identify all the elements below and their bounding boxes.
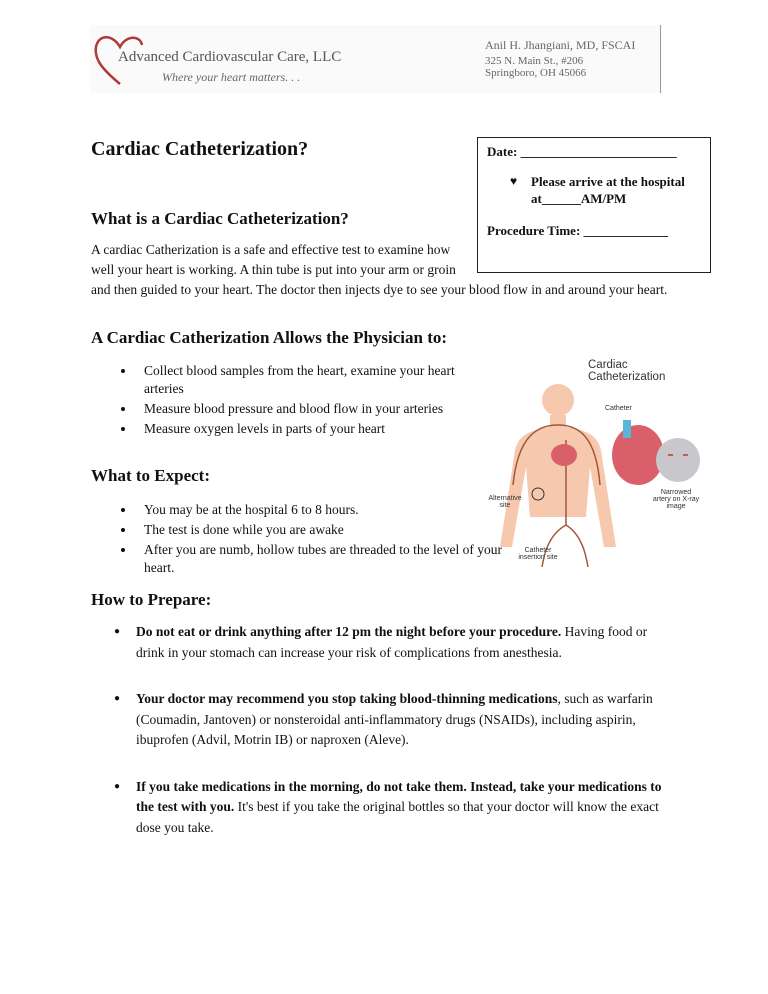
list-item: • You may be at the hospital 6 to 8 hours. xyxy=(136,501,506,519)
figure-label-alternative-site: Alternative site xyxy=(488,495,522,509)
date-field: Date: ________________________ xyxy=(487,144,677,159)
company-name: Advanced Cardiovascular Care, LLC xyxy=(118,49,342,65)
arrival-time-field: Please arrive at the hospital at______AM/PM xyxy=(531,174,685,206)
heart-bullet-icon: ♥ xyxy=(510,174,518,188)
what-is-text: A cardiac Catherization is a safe and effective test to examine how well your heart is working. A thin tube is put into your arm or groin and then guided to your heart. The doctor then injects dye to see your blood flow in and around your heart. xyxy=(91,242,668,297)
page-title: Cardiac Catheterization? xyxy=(91,138,309,160)
float-spacer xyxy=(456,240,691,275)
allows-list xyxy=(91,362,456,440)
figure-title: Cardiac Catheterization xyxy=(588,359,666,383)
figure-label-catheter: Catheter xyxy=(605,405,632,412)
prep-text: Having food or drink in your stomach can increase your risk of complications from anesthesia. xyxy=(136,624,648,660)
list-item xyxy=(91,689,671,751)
address-line-2: Springboro, OH 45066 xyxy=(485,67,587,79)
list-item xyxy=(91,777,671,839)
prep-bold: If you take medications in the morning, do not take them. Instead, take your medications to the test with you. xyxy=(136,778,662,814)
body-illustration xyxy=(478,355,700,567)
prepare-heading: How to Prepare: xyxy=(91,590,212,609)
allows-heading: A Cardiac Catherization Allows the Physician to: xyxy=(91,328,448,347)
expect-list xyxy=(91,501,506,579)
list-item: • Measure blood pressure and blood flow in your arteries xyxy=(136,400,456,418)
prep-bold: Do not eat or drink anything after 12 pm the night before your procedure. xyxy=(136,624,562,639)
letterhead xyxy=(90,25,662,93)
prep-text: It's best if you take the original bottles so that your doctor will know the exact dose you take. xyxy=(136,799,659,835)
doctor-name: Anil H. Jhangiani, MD, FSCAI xyxy=(485,38,636,52)
prep-bold: Your doctor may recommend you stop taking blood-thinning medications xyxy=(136,691,558,706)
prep-text: , such as warfarin (Coumadin, Jantoven) or nonsteroidal anti-inflammatory drugs (NSAIDs), including aspirin, ibuprofen (Advil, Motrin IB) or naproxen (Aleve). xyxy=(136,691,653,747)
list-item: • The test is done while you are awake xyxy=(136,521,506,539)
figure-label-insertion-site: Catheter insertion site xyxy=(518,547,558,561)
what-is-section xyxy=(91,240,691,300)
divider xyxy=(660,25,661,93)
catheterization-figure xyxy=(478,355,700,567)
list-item xyxy=(91,622,671,663)
list-item: • After you are numb, hollow tubes are threaded to the level of your heart. xyxy=(136,541,506,577)
procedure-time-field: Procedure Time: _____________ xyxy=(487,223,669,238)
address-line-1: 325 N. Main St., #206 xyxy=(485,55,584,67)
what-is-heading: What is a Cardiac Catheterization? xyxy=(91,209,349,228)
tagline: Where your heart matters. . . xyxy=(162,70,301,84)
expect-heading: What to Expect: xyxy=(91,466,210,485)
list-item: • Measure oxygen levels in parts of your heart xyxy=(136,420,456,438)
prepare-list xyxy=(91,622,671,864)
list-item: • Collect blood samples from the heart, examine your heart arteries xyxy=(136,362,456,398)
figure-label-narrowed-artery: Narrowed artery on X-ray image xyxy=(652,489,700,510)
